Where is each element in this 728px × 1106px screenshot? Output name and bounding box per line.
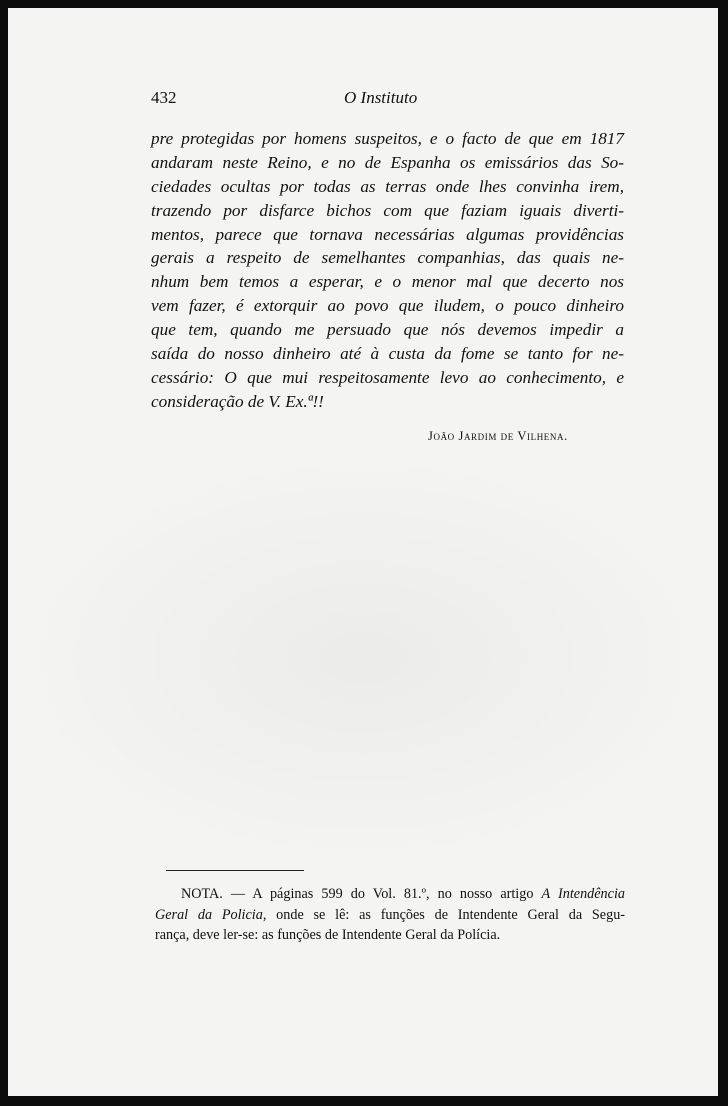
footnote-line: rança, deve ler-se: as funções de Intendente Geral da Polícia. xyxy=(155,927,501,943)
document-page xyxy=(8,8,718,1096)
body-line: mentos, parece que tornava necessárias algumas providências xyxy=(151,224,624,244)
footnote-divider xyxy=(166,870,304,871)
body-line: pre protegidas por homens suspeitos, e o facto de que em 1817 xyxy=(151,129,624,148)
footnote-text: NOTA. — A páginas 599 do Vol. 81.º, no nosso artigo xyxy=(181,886,542,902)
body-line: nhum bem temos a esperar, e o menor mal que decerto nos xyxy=(151,272,624,292)
footnote-article-title: Geral da Policia xyxy=(155,906,263,923)
body-line: trazendo por disfarce bichos com que faziam iguais diverti- xyxy=(151,200,624,220)
body-line: ciedades ocultas por todas as terras onde lhes convinha irem, xyxy=(151,176,624,196)
body-line: consideração de V. Ex.ª!! xyxy=(151,391,324,411)
body-line: cessário: O que mui respeitosamente levo ao conhecimento, e xyxy=(151,367,624,387)
body-line: saída do nosso dinheiro até à custa da fome se tanto for ne- xyxy=(151,344,624,364)
footnote-line xyxy=(155,884,625,905)
footnote-text: , onde se lê: as funções de Intendente Geral da Segu- xyxy=(262,906,626,923)
page-number: 432 xyxy=(151,88,177,107)
body-line: gerais a respeito de semelhantes companhias, das quais ne- xyxy=(151,248,624,268)
body-line: andaram neste Reino, e no de Espanha os emissários das So- xyxy=(151,152,624,172)
page-header xyxy=(151,88,631,110)
body-line: que tem, quando me persuado que nós devemos impedir a xyxy=(151,320,624,340)
body-text xyxy=(151,127,624,414)
running-title: O Instituto xyxy=(344,88,418,107)
footnote-article-title: A Intendência xyxy=(541,886,625,902)
footnote xyxy=(155,884,625,946)
signature: João Jardim de Vilhena. xyxy=(428,429,568,443)
body-line: vem fazer, é extorquir ao povo que iludem, o pouco dinheiro xyxy=(151,296,624,316)
footnote-line xyxy=(155,905,625,926)
